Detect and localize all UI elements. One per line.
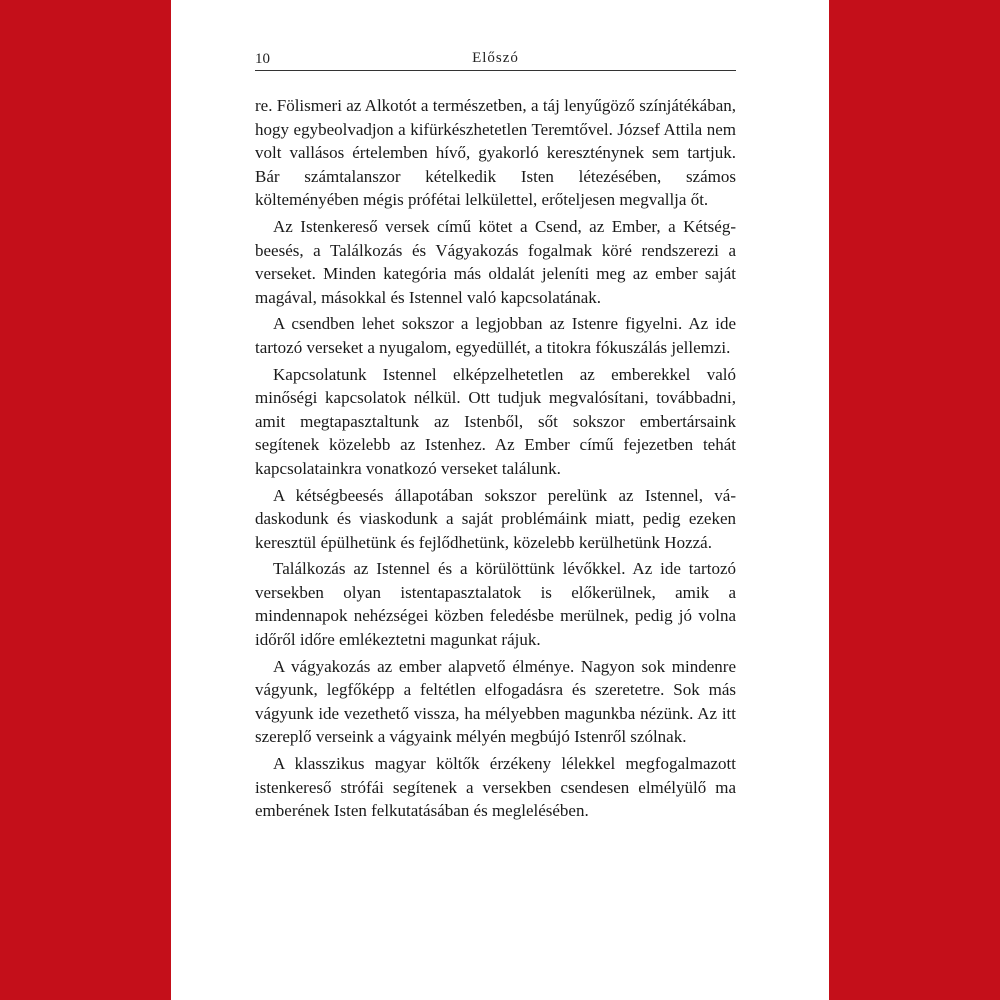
- page-header: [255, 48, 736, 71]
- paragraph: Kapcsolatunk Istennel elképzelhetetlen az emberekkel való minőségi kapcsolatok nélkül. Ott tudjuk megvalósítani, továbbadni, amit megtapasztaltunk az Istenből, sőt sokszor embertársaink segítenek közelebb az Istenhez. Az Ember című fejezetben tehát kapcsolatainkra vonatkozó verseket találunk.: [255, 364, 736, 478]
- running-head: Előszó: [472, 50, 519, 66]
- page-number: 10: [255, 51, 270, 67]
- paragraph: A kétségbeesés állapotában sokszor perelünk az Istennel, vádaskodunk és viaskodunk a saját problémáink miatt, pedig ezeken keresztül épülhetünk és fejlődhetünk, közelebb kerülhetünk Hozzá.: [255, 485, 736, 552]
- book-page: [171, 0, 829, 1000]
- paragraph: Találkozás az Istennel és a körülöttünk lévőkkel. Az ide tartozó versekben olyan istentapasztalatok is előkerülnek, amik a mindennapok nehézségei közben feledésbe merülnek, pedig jó volna időről időre emlékeztetni magunkat rájuk.: [255, 559, 736, 650]
- paragraph: A vágyakozás az ember alapvető élménye. Nagyon sok mindenre vágyunk, legfőképp a feltétlen elfogadásra és szeretetre. Sok más vágyunk ide vezethető vissza, ha mélyebben magunkba nézünk. Az itt szereplő verseink a vágyaink mélyén megbújó Istenről szólnak.: [255, 656, 736, 747]
- paragraph: A klasszikus magyar költők érzékeny lélekkel megfogalmazott istenkereső strófái segítenek a versekben csendesen elmélyülő ma emberének Isten felkutatásában és meglelésében.: [255, 754, 736, 821]
- paragraph: Az Istenkereső versek című kötet a Csend, az Ember, a Kétségbeesés, a Találkozás és Vágyakozás fogalmak köré rendszerezi a verseket. Minden kategória más oldalát jeleníti meg az ember saját magával, másokkal és Istennel való kapcsolatának.: [255, 216, 736, 307]
- body-text: [255, 94, 736, 823]
- paragraph: A csendben lehet sokszor a legjobban az Istenre figyelni. Az ide tartozó verseket a nyugalom, egyedüllét, a titokra fókuszálás jellemzi.: [255, 314, 736, 357]
- paragraph: re. Fölismeri az Alkotót a természetben, a táj lenyűgöző színjátékában, hogy egybeolvadjon a kifürkészhetetlen Teremtővel. József Attila nem volt vallásos értelemben hívő, gyakorló kereszténynek sem tartjuk. Bár számtalanszor kételkedik Isten létezésében, számos költeményében mégis prófétai lelkülettel, erőteljesen megvallja őt.: [255, 96, 736, 210]
